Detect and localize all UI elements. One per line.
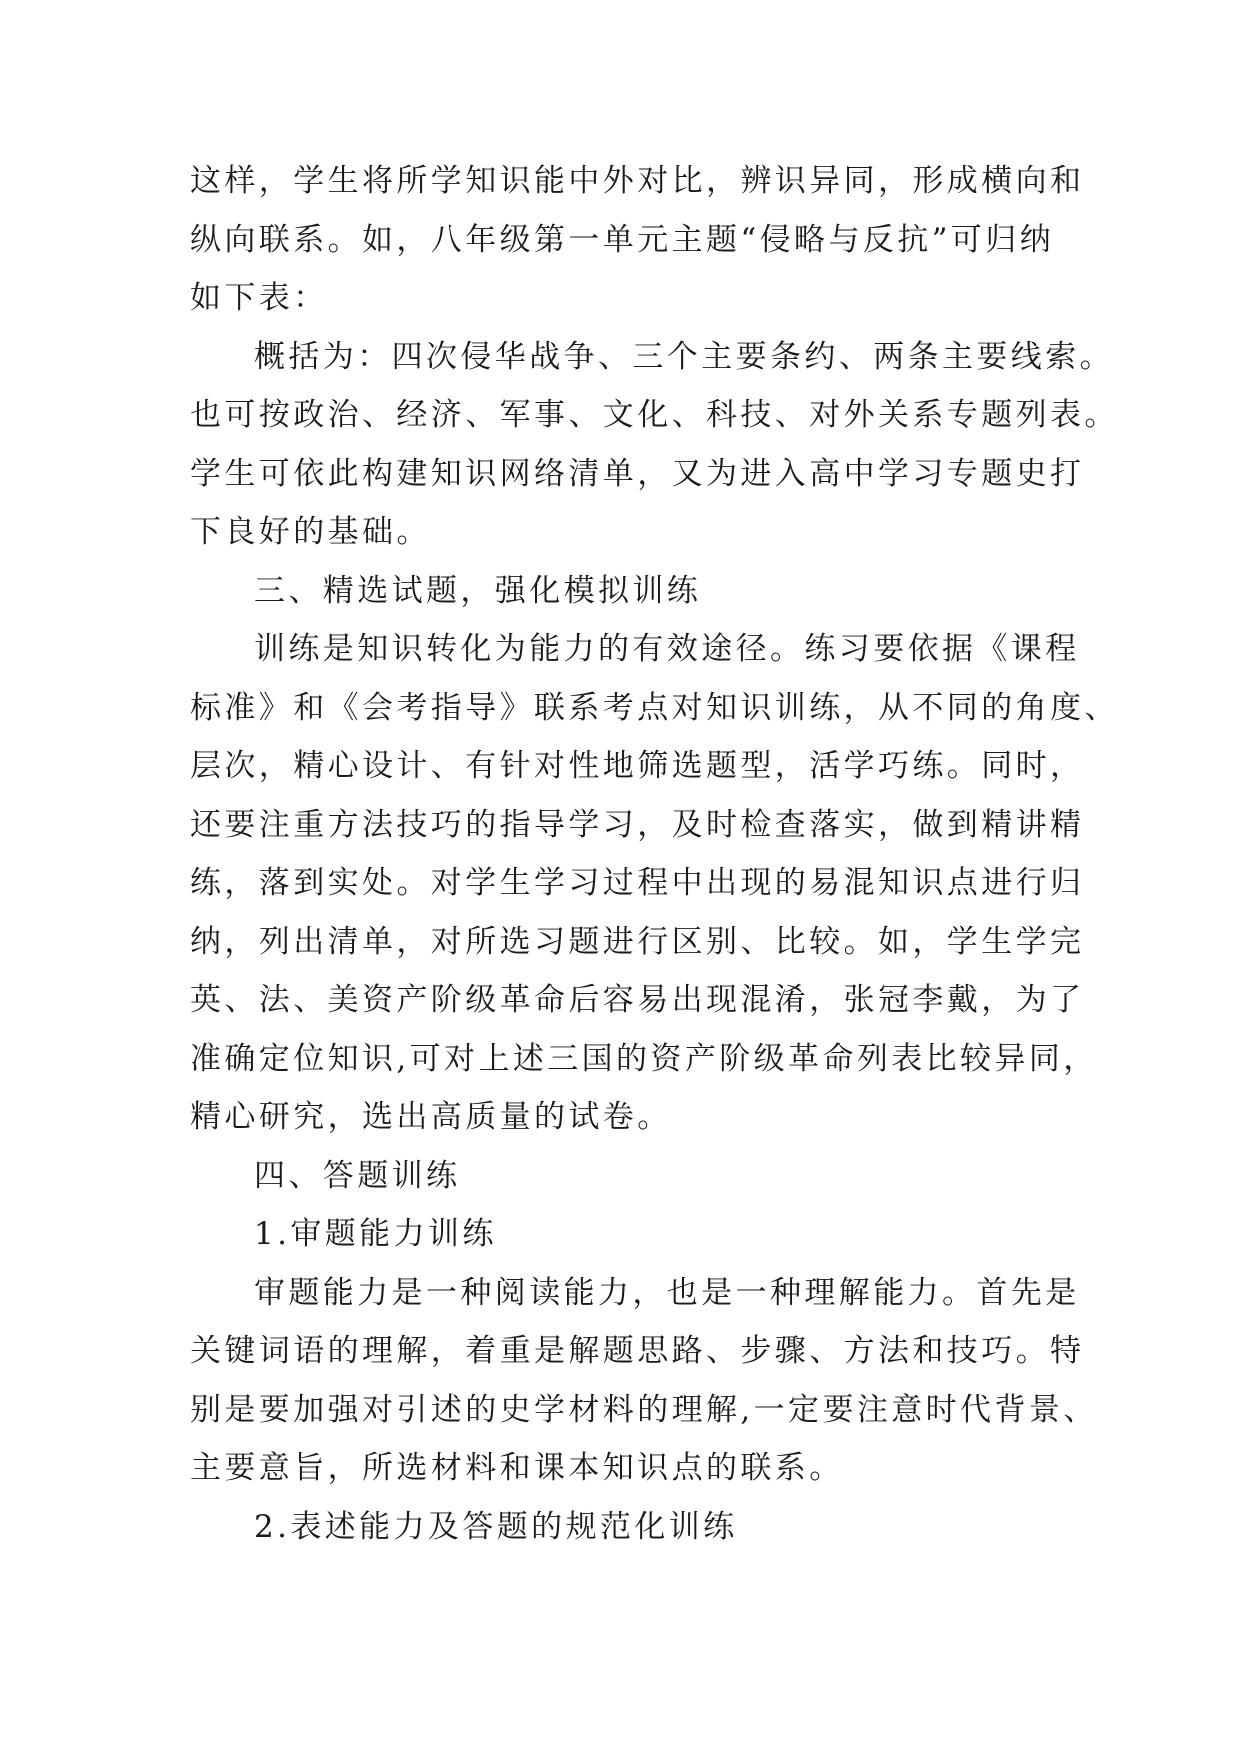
text-line: 2.表述能力及答题的规范化训练 xyxy=(254,1508,738,1545)
text-line: 纳，列出清单，对所选习题进行区别、比较。如，学生学完 xyxy=(190,923,1085,960)
text-line: 这样，学生将所学知识能中外对比，辨识异同，形成横向和 xyxy=(190,163,1085,199)
text-line: 1.审题能力训练 xyxy=(254,1216,497,1252)
text-line: 三、精选试题，强化模拟训练 xyxy=(254,572,702,609)
text-line: 标准》和《会考指导》联系考点对知识训练，从不同的角度、 xyxy=(190,689,1119,726)
text-line: 学生可依此构建知识网络清单，又为进入高中学习专题史打 xyxy=(190,455,1085,492)
text-line: 精心研究，选出高质量的试卷。 xyxy=(190,1099,672,1135)
text-line: 审题能力是一种阅读能力，也是一种理解能力。首先是 xyxy=(254,1274,1080,1311)
text-line: 也可按政治、经济、军事、文化、科技、对外关系专题列表。 xyxy=(190,397,1119,433)
text-line: 主要意旨，所选材料和课本知识点的联系。 xyxy=(190,1450,844,1486)
text-line: 还要注重方法技巧的指导学习，及时检查落实，做到精讲精 xyxy=(190,806,1085,843)
text-line: 英、法、美资产阶级革命后容易出现混淆，张冠李戴，为了 xyxy=(190,982,1085,1018)
text-line: 如下表： xyxy=(190,280,328,316)
text-line: 练，落到实处。对学生学习过程中出现的易混知识点进行归 xyxy=(190,865,1085,901)
text-line: 准确定位知识,可对上述三国的资产阶级革命列表比较异同， xyxy=(190,1040,1098,1077)
text-line: 纵向联系。如，八年级第一单元主题“侵略与反抗”可归纳 xyxy=(190,221,1055,258)
text-line: 层次，精心设计、有针对性地筛选题型，活学巧练。同时， xyxy=(190,748,1085,784)
text-line: 训练是知识转化为能力的有效途径。练习要依据《课程 xyxy=(254,631,1080,667)
text-line: 下良好的基础。 xyxy=(190,514,431,550)
text-line: 关键词语的理解，着重是解题思路、步骤、方法和技巧。特 xyxy=(190,1333,1085,1369)
text-line: 四、答题训练 xyxy=(254,1157,461,1194)
text-line: 别是要加强对引述的史学材料的理解,一定要注意时代背景、 xyxy=(190,1391,1098,1428)
document-body xyxy=(190,152,1119,1556)
text-line: 概括为：四次侵华战争、三个主要条约、两条主要线索。 xyxy=(254,338,1114,375)
